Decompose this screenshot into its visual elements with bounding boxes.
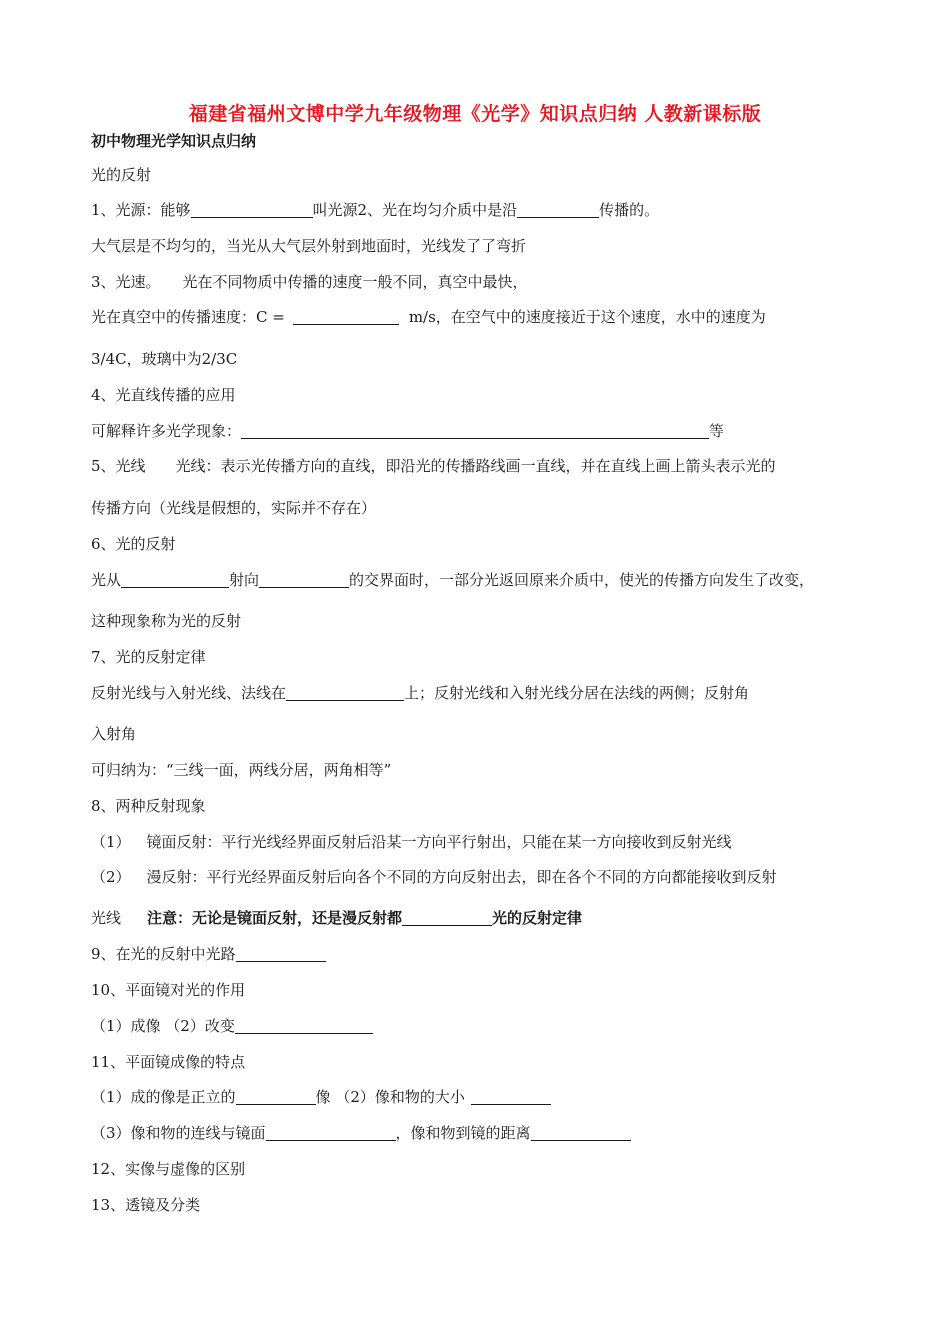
fill-blank [517, 202, 599, 218]
text-segment: 光线：表示光传播方向的直线，即沿光的传播路线画一直线，并在直线上画上箭头表示光的 [175, 457, 776, 475]
note-text: 注意：无论是镜面反射，还是漫反射都 [147, 909, 403, 927]
fill-blank [266, 1125, 396, 1141]
fill-blank [531, 1125, 631, 1141]
paragraph-phenomena [91, 421, 724, 441]
item-8-heading: 8、两种反射现象 [91, 797, 206, 815]
text-segment: 的交界面时，一部分光返回原来介质中，使光的传播方向发生了改变， [349, 571, 815, 589]
section-heading: 光的反射 [91, 166, 152, 184]
item-4-heading: 4、光直线传播的应用 [91, 386, 236, 404]
list-item-specular [91, 832, 732, 852]
text-segment: 漫反射：平行光经界面反射后向各个不同的方向反射出去，即在各个不同的方向都能接收到反射 [146, 868, 777, 886]
fill-blank [235, 1018, 373, 1034]
fill-blank [121, 572, 229, 588]
paragraph-summary: 可归纳为：“三线一面，两线分居，两角相等” [91, 761, 392, 779]
text-segment: 反射光线与入射光线、法线在 [91, 684, 287, 702]
item-9 [91, 944, 326, 964]
text-segment: 光线 [91, 909, 122, 927]
text-segment: 光在不同物质中传播的速度一般不同，真空中最快， [182, 273, 528, 291]
paragraph-incident-angle: 入射角 [91, 725, 137, 743]
paragraph-glass-speed: 3/4C，玻璃中为2/3C [91, 350, 238, 368]
document-subtitle: 初中物理光学知识点归纳 [91, 132, 257, 150]
fill-blank [259, 572, 349, 588]
text-segment: 1、光源：能够 [91, 201, 191, 219]
text-segment: 射向 [229, 571, 260, 589]
fill-blank [293, 309, 399, 325]
item-11-heading: 11、平面镜成像的特点 [91, 1053, 246, 1071]
item-10-heading: 10、平面镜对光的作用 [91, 981, 246, 999]
fill-blank [236, 946, 326, 962]
text-segment: 光从 [91, 571, 122, 589]
text-segment: ，像和物到镜的距离 [395, 1124, 531, 1142]
paragraph-reflection-law [91, 683, 749, 703]
paragraph-image-upright [91, 1087, 551, 1107]
note-text: 光的反射定律 [492, 909, 583, 927]
fill-blank [236, 1089, 316, 1105]
text-segment: 9、在光的反射中光路 [91, 945, 236, 963]
text-segment: 3、光速。 [91, 273, 161, 291]
paragraph-mirror-function [91, 1016, 373, 1036]
paragraph-vacuum-speed [91, 307, 766, 327]
fill-blank [471, 1089, 551, 1105]
text-segment: （2） [91, 868, 131, 886]
document-title: 福建省福州文博中学九年级物理《光学》知识点归纳 人教新课标版 [188, 103, 762, 125]
text-segment: 传播的。 [599, 201, 660, 219]
fill-blank [286, 685, 404, 701]
item-12-heading: 12、实像与虚像的区别 [91, 1160, 246, 1178]
text-segment: 像 （2）像和物的大小 [315, 1088, 465, 1106]
paragraph-reflection-definition [91, 570, 814, 590]
item-7-heading: 7、光的反射定律 [91, 648, 206, 666]
fill-blank [241, 423, 709, 439]
item-6-heading: 6、光的反射 [91, 535, 176, 553]
item-13-heading: 13、透镜及分类 [91, 1196, 201, 1214]
text-segment: （1） [91, 833, 131, 851]
item-3-light-speed [91, 272, 528, 292]
text-segment: 叫光源2、光在均匀介质中是沿 [312, 201, 518, 219]
text-segment: m/s，在空气中的速度接近于这个速度，水中的速度为 [408, 308, 766, 326]
paragraph-image-distance [91, 1123, 631, 1143]
fill-blank [402, 910, 492, 926]
item-1-light-source [91, 200, 659, 220]
item-5-light-ray [91, 456, 776, 476]
text-segment: 上；反射光线和入射光线分居在法线的两侧；反射角 [404, 684, 750, 702]
text-segment: 镜面反射：平行光线经界面反射后沿某一方向平行射出，只能在某一方向接收到反射光线 [146, 833, 732, 851]
paragraph-ray-direction: 传播方向（光线是假想的，实际并不存在） [91, 499, 377, 517]
text-segment: 5、光线 [91, 457, 146, 475]
paragraph-reflection-term: 这种现象称为光的反射 [91, 612, 242, 630]
text-segment: （1）成的像是正立的 [91, 1088, 236, 1106]
text-segment: （3）像和物的连线与镜面 [91, 1124, 266, 1142]
text-segment: （1）成像 （2）改变 [91, 1017, 235, 1035]
fill-blank [191, 202, 313, 218]
text-segment: 等 [709, 422, 725, 440]
paragraph-atmosphere: 大气层是不均匀的，当光从大气层外射到地面时，光线发了了弯折 [91, 237, 527, 255]
text-segment: 光在真空中的传播速度：C = [91, 308, 285, 326]
list-item-diffuse [91, 867, 777, 887]
paragraph-note [91, 908, 582, 928]
text-segment: 可解释许多光学现象： [91, 422, 242, 440]
